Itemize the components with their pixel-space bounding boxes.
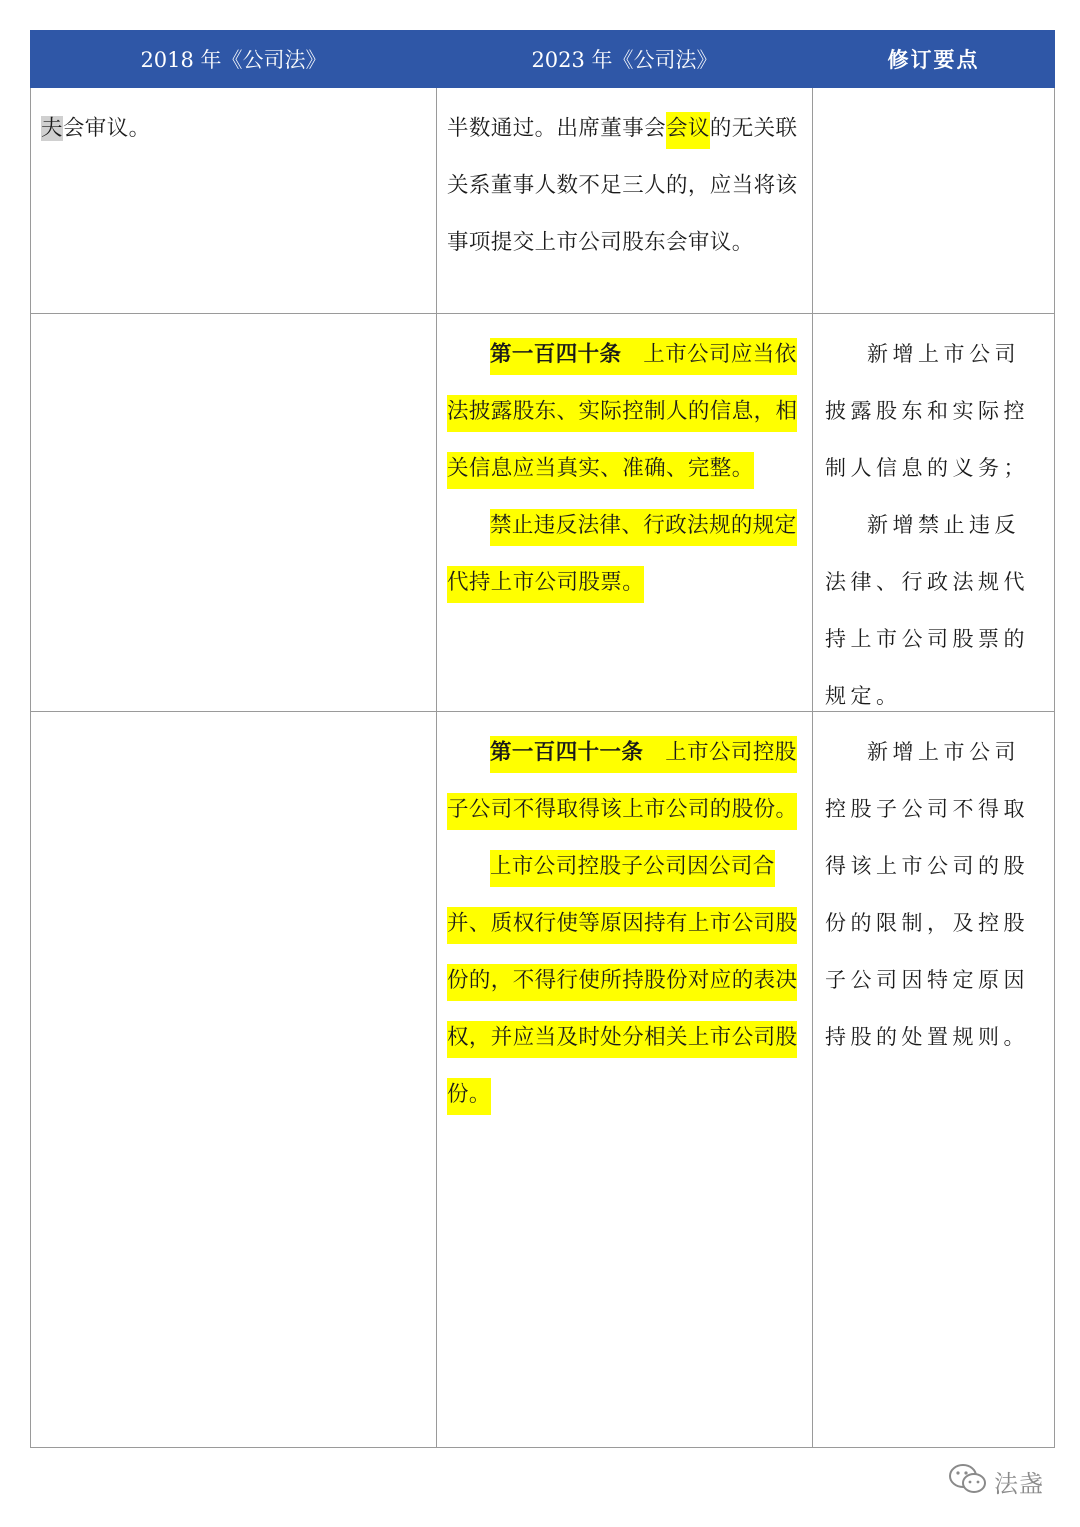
row1-deleted-char: 夫 (41, 116, 63, 141)
row3-paragraph-1: 上市公司控股子公司不得取得该上市公司的股份。 (447, 740, 798, 822)
table-header-row (30, 30, 1055, 88)
row1-2023-text-b: 的无关联关系董事人数不足三人的，应当将该事项提交上市公司股东会审议。 (447, 116, 798, 255)
row3-article-number: 第一百四十一条 (490, 740, 644, 765)
row2-2023-cell (436, 314, 812, 712)
row2-note-1: 新增上市公司披露股东和实际控制人信息的义务； (825, 342, 1029, 480)
row1-2023-text-a: 半数通过。出席董事会 (447, 116, 667, 141)
header-revision-points: 修订要点 (812, 30, 1055, 88)
row1-2023-highlight: 会议 (666, 112, 710, 149)
table-row (30, 88, 1055, 314)
row2-notes-cell (812, 314, 1055, 712)
row1-2018-cell (30, 88, 436, 314)
row1-notes-cell (812, 88, 1055, 314)
header-2023-law: 2023 年《公司法》 (436, 30, 812, 88)
row3-paragraph-2: 上市公司控股子公司因公司合并、质权行使等原因持有上市公司股份的，不得行使所持股份对应的表决权，并应当及时处分相关上市公司股份。 (447, 850, 797, 1115)
row2-paragraph-2: 禁止违反法律、行政法规的规定代持上市公司股票。 (447, 509, 797, 603)
table-row (30, 712, 1055, 1448)
header-2018-law: 2018 年《公司法》 (30, 30, 436, 88)
row3-2018-cell (30, 712, 436, 1448)
row1-notes (813, 88, 1054, 100)
row3-2023-cell (436, 712, 812, 1448)
wechat-icon (948, 1462, 988, 1500)
watermark-text: 法盏 (994, 1469, 1044, 1498)
watermark (948, 1462, 1044, 1500)
row2-paragraph-1: 上市公司应当依法披露股东、实际控制人的信息，相关信息应当真实、准确、完整。 (447, 342, 798, 481)
row1-2023-cell (436, 88, 812, 314)
row2-2018-cell (30, 314, 436, 712)
comparison-table (30, 30, 1055, 1448)
row3-notes-cell (812, 712, 1055, 1448)
row1-2018-text: 会审议。 (62, 116, 151, 141)
row2-article-number: 第一百四十条 (490, 342, 622, 367)
row3-note-1: 新增上市公司控股子公司不得取得该上市公司的股份的限制，及控股子公司因特定原因持股的处置规则。 (825, 740, 1029, 1049)
row2-note-2: 新增禁止违反法律、行政法规代持上市公司股票的规定。 (825, 513, 1029, 708)
table-row (30, 314, 1055, 712)
